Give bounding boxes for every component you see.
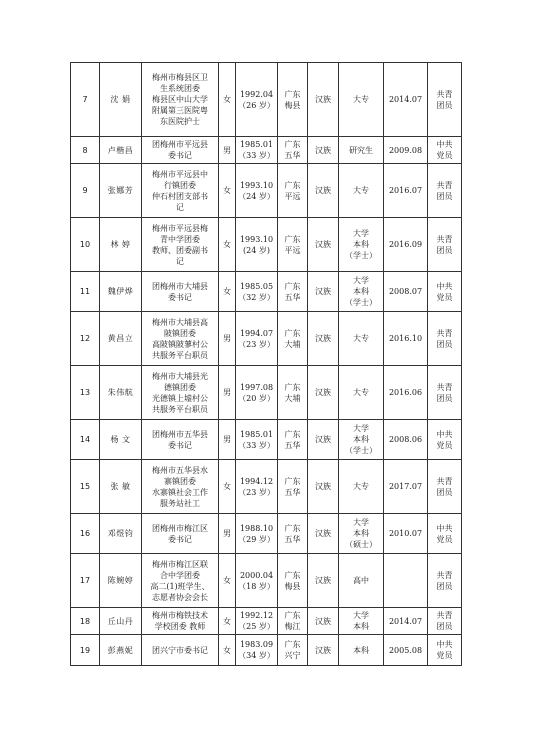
row-number: 19	[71, 635, 100, 666]
member-unit-line: 德镇团委	[164, 382, 196, 392]
member-origin-line: 大埔	[284, 339, 301, 349]
member-origin-line: 平远	[284, 191, 301, 201]
member-education-line: 大专	[353, 186, 369, 195]
member-birth-line: （33 岁）	[238, 440, 275, 450]
member-unit	[142, 514, 219, 554]
member-birth	[236, 164, 278, 218]
member-party-line: 中共	[436, 140, 453, 149]
member-birth-line: （29 岁）	[238, 534, 275, 544]
member-origin	[278, 63, 308, 137]
member-birth	[236, 608, 278, 635]
member-origin-line: 广东	[284, 89, 301, 99]
member-unit-line: 梅州市平远县中	[152, 169, 208, 179]
member-origin	[278, 420, 308, 460]
table-row	[71, 608, 462, 635]
member-birth-line: 1985.01	[239, 429, 274, 439]
member-birth-line: (24 岁)	[243, 245, 270, 255]
member-education	[339, 460, 384, 514]
member-work-date: 2008.06	[384, 420, 428, 460]
row-number: 15	[71, 460, 100, 514]
member-party-line: 中共	[436, 281, 453, 291]
member-party-line: 党员	[436, 151, 453, 160]
member-education-line: 大学	[353, 276, 369, 285]
member-party	[428, 554, 462, 608]
member-party	[428, 312, 462, 366]
member-education-line: 大专	[353, 388, 369, 397]
table-row	[71, 164, 462, 218]
table-row	[71, 312, 462, 366]
member-name: 彭燕妮	[100, 635, 142, 666]
row-number: 9	[71, 164, 100, 218]
member-gender: 男	[219, 137, 236, 164]
member-party	[428, 218, 462, 272]
table-row	[71, 137, 462, 164]
member-origin-line: 平远	[284, 245, 301, 255]
member-party-line: 中共	[436, 640, 453, 649]
member-work-date: 2009.08	[384, 137, 428, 164]
member-party-line: 党员	[436, 651, 453, 660]
member-birth-line: 1985.05	[239, 281, 274, 291]
member-education-line: 大学	[353, 424, 369, 433]
member-party-line: 党员	[436, 534, 453, 544]
member-party-line: 党员	[436, 440, 453, 450]
member-gender: 女	[219, 272, 236, 312]
member-origin-line: 五华	[284, 487, 301, 497]
member-unit-line: 光德镇上墟村公	[152, 393, 208, 403]
member-unit	[142, 63, 219, 137]
member-unit-line: 团兴宁市委书记	[152, 645, 208, 655]
member-party	[428, 635, 462, 666]
member-birth	[236, 420, 278, 460]
member-party	[428, 63, 462, 137]
member-unit-line: 行镇团委	[164, 180, 196, 190]
member-unit-line: 委书记	[168, 292, 192, 302]
member-work-date: 2008.07	[384, 272, 428, 312]
member-ethnicity: 汉族	[308, 366, 339, 420]
member-ethnicity: 汉族	[308, 164, 339, 218]
member-unit	[142, 608, 219, 635]
member-unit-line: 梅州市大埔县光	[152, 371, 208, 381]
member-ethnicity: 汉族	[308, 635, 339, 666]
member-origin-line: 五华	[284, 534, 301, 544]
member-origin-line: 梅县	[284, 100, 301, 110]
member-origin-line: 五华	[284, 440, 301, 450]
member-work-date: 2017.07	[384, 460, 428, 514]
table-row	[71, 63, 462, 137]
member-unit-line: 梅州市大埔县高	[152, 317, 208, 327]
member-origin-line: 大埔	[284, 393, 301, 403]
member-unit	[142, 420, 219, 460]
member-origin-line: 广东	[284, 382, 301, 392]
member-education-line: 大专	[353, 482, 369, 491]
member-education	[339, 635, 384, 666]
member-birth	[236, 272, 278, 312]
member-education-line: 大专	[353, 334, 369, 343]
member-ethnicity: 汉族	[308, 272, 339, 312]
member-party-line: 共青	[436, 382, 453, 392]
member-party	[428, 608, 462, 635]
member-birth-line: 1992.04	[239, 89, 274, 99]
member-education	[339, 137, 384, 164]
member-party-line: 中共	[436, 523, 453, 533]
member-party-line: 共青	[436, 234, 453, 244]
member-unit-line: 记	[176, 256, 184, 266]
member-education-line: 本科	[353, 435, 369, 444]
member-work-date: 2016.09	[384, 218, 428, 272]
member-party-line: 团员	[436, 100, 453, 110]
member-unit-line: 梅州市五华县水	[152, 465, 208, 475]
member-education-line: （学士）	[345, 251, 377, 260]
member-work-date: 2014.07	[384, 608, 428, 635]
member-ethnicity: 汉族	[308, 608, 339, 635]
member-party-line: 党员	[436, 292, 453, 302]
member-unit-line: 梅州市平远县梅	[152, 223, 208, 233]
member-gender: 女	[219, 608, 236, 635]
member-unit	[142, 218, 219, 272]
member-birth-line: 1985.01	[239, 140, 274, 149]
member-unit-line: 梅县区中山大学	[152, 95, 208, 104]
member-ethnicity: 汉族	[308, 514, 339, 554]
member-party-line: 团员	[436, 581, 453, 591]
member-name: 邓煜钧	[100, 514, 142, 554]
member-birth	[236, 312, 278, 366]
member-education-line: （学士）	[345, 446, 377, 455]
member-education-line: （学士）	[345, 298, 377, 307]
member-birth-line: 1993.10	[239, 234, 274, 244]
member-ethnicity: 汉族	[308, 137, 339, 164]
member-origin	[278, 635, 308, 666]
member-birth-line: （32 岁）	[238, 292, 275, 302]
member-origin	[278, 137, 308, 164]
member-origin-line: 五华	[284, 292, 301, 302]
member-unit-line: 团梅州市大埔县	[152, 281, 208, 291]
member-origin-line: 广东	[284, 281, 301, 291]
member-gender: 女	[219, 63, 236, 137]
member-birth-line: （26 岁）	[238, 100, 275, 110]
member-unit-line: 学校团委 教师	[154, 622, 206, 631]
member-education	[339, 272, 384, 312]
member-origin-line: 梅县	[284, 581, 301, 591]
member-party-line: 团员	[436, 487, 453, 497]
member-gender: 男	[219, 366, 236, 420]
member-gender: 女	[219, 554, 236, 608]
member-unit-line: 团梅州市平远县	[152, 140, 208, 149]
member-party-line: 共青	[436, 611, 453, 620]
member-name: 朱伟航	[100, 366, 142, 420]
member-birth	[236, 635, 278, 666]
member-party-line: 共青	[436, 570, 453, 580]
member-ethnicity: 汉族	[308, 63, 339, 137]
member-birth	[236, 218, 278, 272]
member-name: 黄昌立	[100, 312, 142, 366]
member-education-line: 大学	[353, 611, 369, 620]
member-unit-line: 梅州市梅铁技术	[152, 611, 208, 620]
member-party-line: 团员	[436, 339, 453, 349]
member-education	[339, 218, 384, 272]
member-unit-line: 梅州市梅县区卫	[152, 73, 208, 82]
member-education-line: 本科	[353, 529, 369, 538]
member-name: 林 婷	[100, 218, 142, 272]
table-row	[71, 554, 462, 608]
member-birth	[236, 514, 278, 554]
row-number: 14	[71, 420, 100, 460]
member-party-line: 团员	[436, 191, 453, 201]
member-origin-line: 广东	[284, 640, 301, 649]
member-education	[339, 608, 384, 635]
member-unit-line: 志愿者协会会长	[152, 592, 208, 602]
member-unit-line: 共服务平台职员	[152, 404, 208, 414]
member-birth-line: （23 岁）	[238, 487, 275, 497]
member-work-date: 2005.08	[384, 635, 428, 666]
member-origin-line: 广东	[284, 328, 301, 338]
member-party	[428, 514, 462, 554]
member-party-line: 中共	[436, 429, 453, 439]
member-origin	[278, 554, 308, 608]
member-work-date: 2010.07	[384, 514, 428, 554]
member-origin-line: 五华	[284, 151, 301, 160]
member-education-line: 高中	[353, 576, 369, 585]
member-name: 魏伊烨	[100, 272, 142, 312]
member-origin	[278, 608, 308, 635]
member-party	[428, 137, 462, 164]
member-unit-line: 委书记	[168, 534, 192, 544]
member-education	[339, 63, 384, 137]
member-origin	[278, 312, 308, 366]
roster-body	[71, 63, 462, 666]
member-unit	[142, 312, 219, 366]
member-education	[339, 420, 384, 460]
member-gender: 女	[219, 218, 236, 272]
member-education-line: 本科	[353, 622, 369, 631]
member-origin	[278, 460, 308, 514]
member-birth-line: （20 岁）	[238, 393, 275, 403]
member-unit-line: 青中学团委	[160, 234, 200, 244]
member-name: 沈 娟	[100, 63, 142, 137]
member-name: 陈婉婷	[100, 554, 142, 608]
member-unit	[142, 366, 219, 420]
member-work-date	[384, 554, 428, 608]
member-name: 张 敏	[100, 460, 142, 514]
member-unit-line: 教师、团委副书	[152, 245, 208, 255]
member-name: 张娜芳	[100, 164, 142, 218]
member-birth-line: （24 岁）	[238, 191, 275, 201]
member-unit-line: 合中学团委	[160, 570, 200, 580]
member-education-line: 本科	[353, 645, 369, 655]
member-work-date: 2016.06	[384, 366, 428, 420]
member-unit	[142, 164, 219, 218]
member-party-line: 共青	[436, 180, 453, 190]
member-education	[339, 514, 384, 554]
member-birth	[236, 137, 278, 164]
member-gender: 女	[219, 164, 236, 218]
member-unit-line: 仲石村团支部书	[152, 191, 208, 201]
member-party-line: 团员	[436, 622, 453, 631]
member-education-line: 本科	[353, 240, 369, 249]
member-unit-line: 生系统团委	[160, 84, 200, 93]
member-education-line: 大学	[353, 518, 369, 527]
member-education-line: 本科	[353, 287, 369, 296]
table-row	[71, 635, 462, 666]
row-number: 16	[71, 514, 100, 554]
member-birth-line: 1992.12	[239, 611, 274, 620]
member-origin	[278, 218, 308, 272]
member-origin-line: 广东	[284, 234, 301, 244]
member-birth-line: 1983.09	[239, 640, 274, 649]
member-unit-line: 寨镇团委	[164, 476, 196, 486]
member-origin-line: 广东	[284, 429, 301, 439]
member-birth-line: （25 岁）	[238, 622, 275, 631]
member-birth-line: 1988.10	[239, 523, 274, 533]
member-unit-line: 东医院护士	[160, 117, 200, 126]
member-party	[428, 164, 462, 218]
member-origin	[278, 164, 308, 218]
member-origin	[278, 514, 308, 554]
row-number: 7	[71, 63, 100, 137]
member-ethnicity: 汉族	[308, 312, 339, 366]
member-name: 卢楷昌	[100, 137, 142, 164]
member-unit-line: 团梅州市五华县	[152, 429, 208, 439]
member-birth-line: （33 岁）	[238, 151, 275, 160]
member-unit-line: 委书记	[168, 440, 192, 450]
member-unit-line: 高二(1)班学生、	[150, 581, 210, 591]
member-origin-line: 梅江	[284, 622, 301, 631]
member-party-line: 共青	[436, 328, 453, 338]
member-party	[428, 366, 462, 420]
member-unit-line: 委书记	[168, 151, 192, 160]
member-unit-line: 陂镇团委	[164, 328, 196, 338]
member-unit-line: 服务站社工	[160, 498, 200, 508]
member-party	[428, 272, 462, 312]
table-row	[71, 460, 462, 514]
member-origin	[278, 272, 308, 312]
member-unit-line: 记	[176, 202, 184, 212]
member-unit-line: 团梅州市梅江区	[152, 523, 208, 533]
member-unit-line: 水寨镇社会工作	[152, 487, 208, 497]
member-birth-line: 1994.07	[239, 328, 274, 338]
row-number: 13	[71, 366, 100, 420]
member-birth-line: 1993.10	[239, 180, 274, 190]
member-work-date: 2016.10	[384, 312, 428, 366]
row-number: 10	[71, 218, 100, 272]
member-origin-line: 广东	[284, 570, 301, 580]
member-party-line: 团员	[436, 393, 453, 403]
member-birth-line: 1997.08	[239, 382, 274, 392]
member-party-line: 共青	[436, 476, 453, 486]
member-birth	[236, 63, 278, 137]
member-party-line: 团员	[436, 245, 453, 255]
member-unit	[142, 554, 219, 608]
member-education-line: 大学	[353, 229, 369, 238]
member-unit	[142, 137, 219, 164]
member-origin	[278, 366, 308, 420]
member-education	[339, 312, 384, 366]
member-birth-line: （34 岁）	[238, 651, 275, 660]
row-number: 11	[71, 272, 100, 312]
row-number: 8	[71, 137, 100, 164]
table-row	[71, 514, 462, 554]
member-work-date: 2014.07	[384, 63, 428, 137]
member-birth	[236, 366, 278, 420]
member-ethnicity: 汉族	[308, 420, 339, 460]
table-row	[71, 366, 462, 420]
member-name: 丘山丹	[100, 608, 142, 635]
member-work-date: 2016.07	[384, 164, 428, 218]
member-birth-line: （23 岁）	[238, 339, 275, 349]
member-gender: 男	[219, 312, 236, 366]
member-birth-line: （18 岁）	[238, 581, 275, 591]
table-row	[71, 218, 462, 272]
member-gender: 男	[219, 420, 236, 460]
member-unit-line: 附属第三医院粤	[152, 106, 208, 115]
member-education-line: 大专	[353, 95, 369, 104]
row-number: 17	[71, 554, 100, 608]
member-education-line: 研究生	[349, 145, 373, 155]
row-number: 18	[71, 608, 100, 635]
member-ethnicity: 汉族	[308, 460, 339, 514]
member-education	[339, 366, 384, 420]
member-unit	[142, 460, 219, 514]
row-number: 12	[71, 312, 100, 366]
member-party	[428, 460, 462, 514]
member-origin-line: 兴宁	[284, 651, 301, 660]
member-birth-line: 1994.12	[239, 476, 274, 486]
member-birth-line: 2000.04	[239, 570, 274, 580]
member-education	[339, 554, 384, 608]
member-origin-line: 广东	[284, 611, 301, 620]
member-origin-line: 广东	[284, 523, 301, 533]
member-gender: 女	[219, 460, 236, 514]
member-education	[339, 164, 384, 218]
member-origin-line: 广东	[284, 180, 301, 190]
member-party	[428, 420, 462, 460]
member-unit-line: 共服务平台职员	[152, 350, 208, 360]
member-origin-line: 广东	[284, 476, 301, 486]
member-unit	[142, 272, 219, 312]
member-birth	[236, 554, 278, 608]
member-ethnicity: 汉族	[308, 218, 339, 272]
member-name: 杨 文	[100, 420, 142, 460]
member-party-line: 共青	[436, 89, 453, 99]
member-roster-table	[70, 62, 462, 666]
member-unit	[142, 635, 219, 666]
member-gender: 男	[219, 514, 236, 554]
member-gender: 女	[219, 635, 236, 666]
member-ethnicity: 汉族	[308, 554, 339, 608]
member-unit-line: 高陂镇陂蓼村公	[152, 339, 208, 349]
member-education-line: （硕士）	[345, 540, 377, 549]
table-row	[71, 272, 462, 312]
member-birth	[236, 460, 278, 514]
member-unit-line: 梅州市梅江区联	[152, 559, 208, 569]
table-row	[71, 420, 462, 460]
member-origin-line: 广东	[284, 140, 301, 149]
